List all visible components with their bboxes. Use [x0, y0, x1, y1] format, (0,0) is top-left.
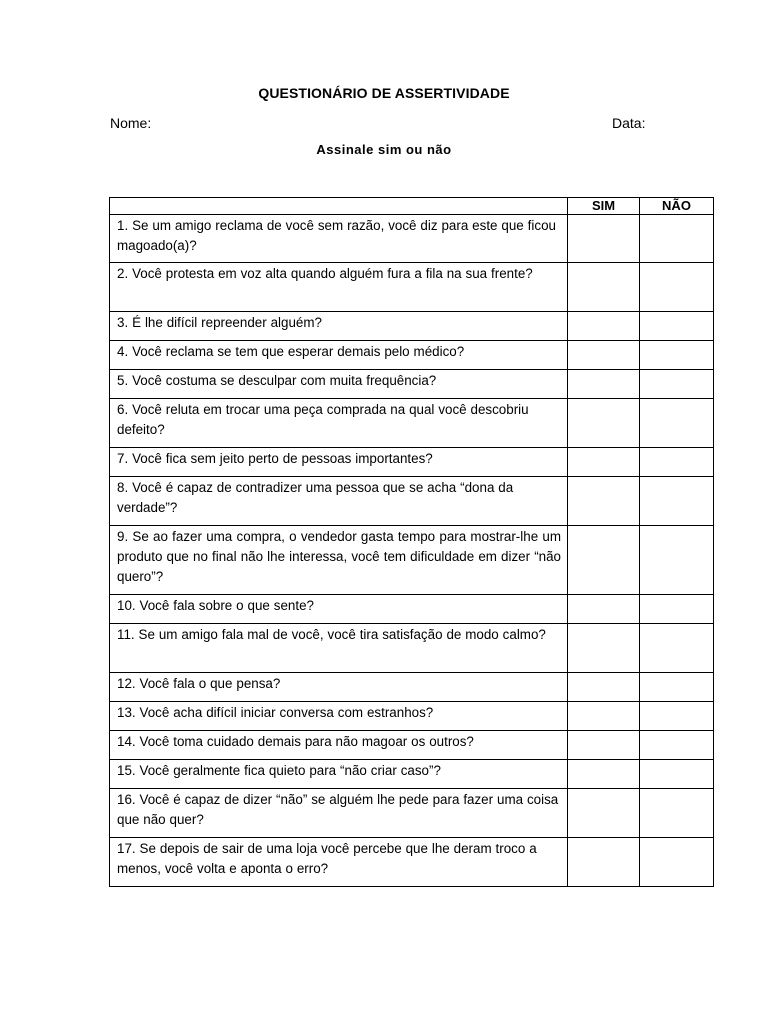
- nao-answer-cell[interactable]: [640, 370, 714, 399]
- sim-answer-cell[interactable]: [568, 838, 640, 887]
- nao-answer-cell[interactable]: [640, 838, 714, 887]
- sim-answer-cell[interactable]: [568, 702, 640, 731]
- sim-answer-cell[interactable]: [568, 731, 640, 760]
- sim-answer-cell[interactable]: [568, 673, 640, 702]
- nome-label: Nome:: [110, 115, 152, 131]
- table-row: [110, 838, 714, 887]
- sim-answer-cell[interactable]: [568, 595, 640, 624]
- question-cell: [110, 673, 568, 702]
- table-row: [110, 477, 714, 526]
- nao-answer-cell[interactable]: [640, 731, 714, 760]
- table-row: [110, 673, 714, 702]
- question-text: 4. Você reclama se tem que esperar demais pelo médico?: [117, 344, 465, 359]
- question-text: 1. Se um amigo reclama de você sem razão, você diz para este que ficou magoado(a)?: [117, 218, 556, 253]
- nao-header: NÃO: [640, 198, 714, 215]
- nao-answer-cell[interactable]: [640, 760, 714, 789]
- question-cell: [110, 624, 568, 673]
- question-cell: [110, 789, 568, 838]
- question-text: 10. Você fala sobre o que sente?: [117, 598, 314, 613]
- table-row: [110, 760, 714, 789]
- question-text: 5. Você costuma se desculpar com muita frequência?: [117, 373, 437, 388]
- question-cell: [110, 595, 568, 624]
- question-text: 17. Se depois de sair de uma loja você percebe que lhe deram troco a menos, você volta e aponta o erro?: [117, 841, 537, 876]
- sim-answer-cell[interactable]: [568, 370, 640, 399]
- table-row: [110, 702, 714, 731]
- data-label: Data:: [612, 115, 646, 131]
- nao-answer-cell[interactable]: [640, 399, 714, 448]
- sim-answer-cell[interactable]: [568, 760, 640, 789]
- questionnaire-table: [109, 197, 714, 887]
- question-cell: [110, 731, 568, 760]
- table-row: [110, 624, 714, 673]
- question-cell: [110, 263, 568, 312]
- question-text: 2. Você protesta em voz alta quando alguém fura a fila na sua frente?: [117, 266, 533, 281]
- sim-answer-cell[interactable]: [568, 526, 640, 595]
- question-cell: [110, 399, 568, 448]
- question-text: 11. Se um amigo fala mal de você, você tira satisfação de modo calmo?: [117, 627, 546, 642]
- question-text: 15. Você geralmente fica quieto para “não criar caso”?: [117, 763, 441, 778]
- sim-header: SIM: [568, 198, 640, 215]
- table-row: [110, 448, 714, 477]
- table-row: [110, 263, 714, 312]
- question-text: 7. Você fica sem jeito perto de pessoas importantes?: [117, 451, 433, 466]
- nao-answer-cell[interactable]: [640, 312, 714, 341]
- question-cell: [110, 312, 568, 341]
- table-header-row: [110, 198, 714, 215]
- question-cell: [110, 526, 568, 595]
- question-cell: [110, 838, 568, 887]
- nao-answer-cell[interactable]: [640, 477, 714, 526]
- table-row: [110, 526, 714, 595]
- nao-answer-cell[interactable]: [640, 526, 714, 595]
- question-cell: [110, 341, 568, 370]
- sim-answer-cell[interactable]: [568, 263, 640, 312]
- question-text: 13. Você acha difícil iniciar conversa com estranhos?: [117, 705, 434, 720]
- question-text: 6. Você reluta em trocar uma peça comprada na qual você descobriu defeito?: [117, 402, 529, 437]
- table-row: [110, 399, 714, 448]
- nao-answer-cell[interactable]: [640, 215, 714, 263]
- table-row: [110, 341, 714, 370]
- table-row: [110, 731, 714, 760]
- table-row: [110, 215, 714, 263]
- question-text: 14. Você toma cuidado demais para não magoar os outros?: [117, 734, 474, 749]
- nao-answer-cell[interactable]: [640, 448, 714, 477]
- sim-answer-cell[interactable]: [568, 624, 640, 673]
- nao-answer-cell[interactable]: [640, 341, 714, 370]
- question-header-cell: [110, 198, 568, 215]
- sim-answer-cell[interactable]: [568, 477, 640, 526]
- question-cell: [110, 760, 568, 789]
- sim-answer-cell[interactable]: [568, 341, 640, 370]
- nao-answer-cell[interactable]: [640, 702, 714, 731]
- nao-answer-cell[interactable]: [640, 789, 714, 838]
- instruction-subtitle: Assinale sim ou não: [316, 142, 452, 157]
- table-row: [110, 595, 714, 624]
- question-cell: [110, 215, 568, 263]
- sim-answer-cell[interactable]: [568, 789, 640, 838]
- nao-answer-cell[interactable]: [640, 624, 714, 673]
- question-cell: [110, 702, 568, 731]
- sim-answer-cell[interactable]: [568, 448, 640, 477]
- table-row: [110, 312, 714, 341]
- question-text: 16. Você é capaz de dizer “não” se alguém lhe pede para fazer uma coisa que não quer?: [117, 792, 559, 827]
- question-cell: [110, 448, 568, 477]
- question-text: 12. Você fala o que pensa?: [117, 676, 281, 691]
- question-text: 9. Se ao fazer uma compra, o vendedor gasta tempo para mostrar-lhe um produto que no final não lhe interessa, você tem dificuldade em dizer “não quero”?: [117, 529, 561, 584]
- sim-answer-cell[interactable]: [568, 399, 640, 448]
- question-text: 3. É lhe difícil repreender alguém?: [117, 315, 322, 330]
- document-title: QUESTIONÁRIO DE ASSERTIVIDADE: [258, 85, 510, 101]
- nao-answer-cell[interactable]: [640, 595, 714, 624]
- table-row: [110, 370, 714, 399]
- nao-answer-cell[interactable]: [640, 263, 714, 312]
- sim-answer-cell[interactable]: [568, 312, 640, 341]
- question-cell: [110, 477, 568, 526]
- question-text: 8. Você é capaz de contradizer uma pessoa que se acha “dona da verdade”?: [117, 480, 514, 515]
- sim-answer-cell[interactable]: [568, 215, 640, 263]
- table-row: [110, 789, 714, 838]
- nao-answer-cell[interactable]: [640, 673, 714, 702]
- question-cell: [110, 370, 568, 399]
